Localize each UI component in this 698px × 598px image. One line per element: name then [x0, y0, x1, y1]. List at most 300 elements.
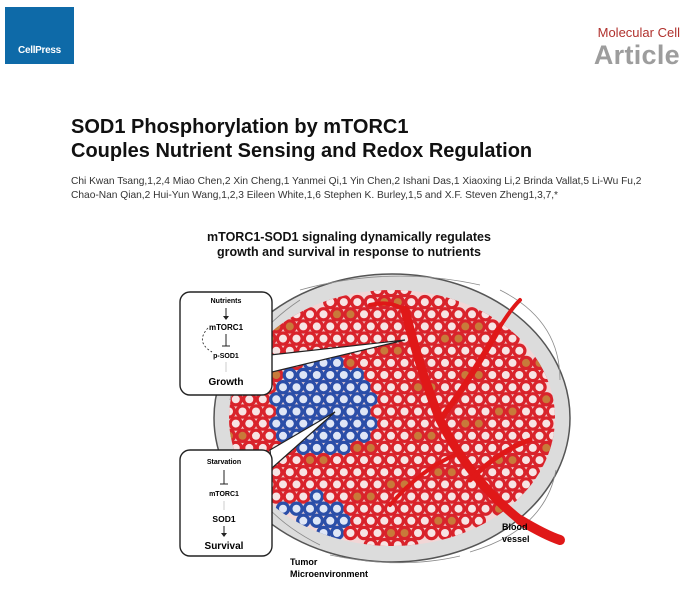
cell-nucleus — [536, 456, 544, 464]
cell-nucleus — [387, 432, 395, 440]
journal-name: Molecular Cell — [597, 25, 680, 40]
cell-nucleus — [320, 335, 328, 343]
cell-nucleus — [407, 395, 415, 403]
cell-nucleus — [509, 480, 517, 488]
cell-nucleus — [340, 517, 348, 525]
cell-nucleus — [414, 529, 422, 537]
cell-nucleus — [353, 517, 361, 525]
cell-nucleus — [468, 505, 476, 513]
cell-nucleus — [509, 432, 517, 440]
label-starvation: Starvation — [206, 459, 242, 466]
cell-nucleus — [448, 420, 456, 428]
cell-nucleus — [529, 420, 537, 428]
cell-nucleus — [374, 432, 382, 440]
cell-nucleus — [340, 395, 348, 403]
cell-nucleus — [347, 432, 355, 440]
cell-nucleus — [394, 420, 402, 428]
cell-nucleus — [360, 432, 368, 440]
article-type: Article — [593, 40, 680, 70]
cell-nucleus — [313, 322, 321, 330]
cell-nucleus — [353, 468, 361, 476]
cell-nucleus — [428, 432, 436, 440]
cell-nucleus — [542, 444, 550, 452]
cell-nucleus — [387, 408, 395, 416]
cell-nucleus — [306, 335, 314, 343]
cell-nucleus — [347, 529, 355, 537]
cell-nucleus — [522, 480, 530, 488]
cell-nucleus — [387, 383, 395, 391]
label-microenvironment: Microenvironment — [290, 569, 369, 579]
cell-nucleus — [360, 408, 368, 416]
cell-nucleus — [434, 468, 442, 476]
cell-nucleus — [502, 420, 510, 428]
cell-nucleus — [293, 335, 301, 343]
cell-nucleus — [374, 480, 382, 488]
cell-nucleus — [299, 517, 307, 525]
cell-nucleus — [374, 335, 382, 343]
cell-nucleus — [374, 529, 382, 537]
cell-nucleus — [326, 444, 334, 452]
cell-nucleus — [306, 310, 314, 318]
cell-nucleus — [401, 383, 409, 391]
cell-nucleus — [475, 420, 483, 428]
cell-nucleus — [542, 395, 550, 403]
cell-nucleus — [347, 359, 355, 367]
cell-nucleus — [394, 347, 402, 355]
cell-nucleus — [353, 322, 361, 330]
cell-nucleus — [347, 456, 355, 464]
cell-nucleus — [509, 359, 517, 367]
cell-nucleus — [353, 444, 361, 452]
cell-nucleus — [529, 371, 537, 379]
cell-nucleus — [360, 383, 368, 391]
cell-nucleus — [529, 468, 537, 476]
cell-nucleus — [394, 517, 402, 525]
cell-nucleus — [353, 371, 361, 379]
cell-nucleus — [434, 298, 442, 306]
cell-nucleus — [421, 298, 429, 306]
cell-nucleus — [495, 480, 503, 488]
cell-nucleus — [522, 359, 530, 367]
cell-nucleus — [434, 517, 442, 525]
cell-nucleus — [286, 420, 294, 428]
cell-nucleus — [272, 468, 280, 476]
cell-nucleus — [340, 322, 348, 330]
cell-nucleus — [353, 395, 361, 403]
cell-nucleus — [313, 493, 321, 501]
label-tumor: Tumor — [290, 557, 318, 567]
cell-nucleus — [488, 420, 496, 428]
cell-nucleus — [306, 383, 314, 391]
cell-nucleus — [495, 383, 503, 391]
cell-nucleus — [313, 517, 321, 525]
cell-nucleus — [326, 468, 334, 476]
cell-nucleus — [306, 505, 314, 513]
cell-nucleus — [320, 310, 328, 318]
author-line-1: Chi Kwan Tsang,1,2,4 Miao Chen,2 Xin Cheng,1 Yanmei Qi,1 Yin Chen,2 Ishani Das,1 Xiaoxing Li,2 Brinda Vallat,5 Li-Wu Fu,2 — [71, 176, 642, 187]
cell-nucleus — [515, 468, 523, 476]
cell-nucleus — [488, 371, 496, 379]
cell-nucleus — [468, 335, 476, 343]
cell-nucleus — [380, 371, 388, 379]
cell-nucleus — [529, 444, 537, 452]
cell-nucleus — [515, 420, 523, 428]
cell-nucleus — [455, 432, 463, 440]
cell-nucleus — [353, 493, 361, 501]
cell-nucleus — [299, 395, 307, 403]
cell-nucleus — [232, 420, 240, 428]
cell-nucleus — [421, 444, 429, 452]
cell-nucleus — [306, 408, 314, 416]
cell-nucleus — [495, 408, 503, 416]
title-line-2: Couples Nutrient Sensing and Redox Regulation — [71, 140, 533, 162]
cell-nucleus — [421, 517, 429, 525]
cell-nucleus — [279, 335, 287, 343]
cell-nucleus — [428, 480, 436, 488]
cell-nucleus — [279, 432, 287, 440]
cell-nucleus — [428, 335, 436, 343]
cell-nucleus — [421, 420, 429, 428]
cell-nucleus — [313, 444, 321, 452]
cell-nucleus — [293, 480, 301, 488]
cell-nucleus — [428, 505, 436, 513]
cell-nucleus — [313, 468, 321, 476]
cell-nucleus — [360, 335, 368, 343]
cell-nucleus — [340, 371, 348, 379]
cell-nucleus — [482, 432, 490, 440]
cell-nucleus — [380, 493, 388, 501]
cell-nucleus — [387, 359, 395, 367]
cell-nucleus — [360, 310, 368, 318]
cell-nucleus — [380, 395, 388, 403]
cell-nucleus — [394, 371, 402, 379]
cell-nucleus — [380, 468, 388, 476]
cell-nucleus — [299, 493, 307, 501]
cell-nucleus — [482, 383, 490, 391]
cell-nucleus — [468, 408, 476, 416]
cell-nucleus — [414, 432, 422, 440]
cell-nucleus — [421, 347, 429, 355]
cell-nucleus — [434, 371, 442, 379]
cell-nucleus — [286, 468, 294, 476]
cell-nucleus — [320, 432, 328, 440]
cell-nucleus — [286, 395, 294, 403]
cell-nucleus — [266, 432, 274, 440]
cell-nucleus — [455, 310, 463, 318]
cell-nucleus — [239, 408, 247, 416]
cell-nucleus — [401, 408, 409, 416]
cell-nucleus — [414, 310, 422, 318]
cell-nucleus — [259, 395, 267, 403]
cell-nucleus — [326, 517, 334, 525]
cell-nucleus — [333, 383, 341, 391]
cell-nucleus — [488, 444, 496, 452]
cell-nucleus — [428, 359, 436, 367]
cell-nucleus — [340, 468, 348, 476]
cell-nucleus — [367, 493, 375, 501]
cell-nucleus — [360, 480, 368, 488]
cell-nucleus — [333, 335, 341, 343]
cell-nucleus — [299, 371, 307, 379]
cell-nucleus — [239, 432, 247, 440]
cell-nucleus — [326, 493, 334, 501]
label-vessel: vessel — [502, 534, 530, 544]
cell-nucleus — [394, 395, 402, 403]
cell-nucleus — [468, 432, 476, 440]
cell-nucleus — [475, 517, 483, 525]
cell-nucleus — [509, 408, 517, 416]
cell-nucleus — [434, 347, 442, 355]
cell-nucleus — [455, 408, 463, 416]
cell-nucleus — [522, 408, 530, 416]
cell-nucleus — [245, 395, 253, 403]
cell-nucleus — [401, 359, 409, 367]
cell-nucleus — [360, 529, 368, 537]
cell-nucleus — [522, 383, 530, 391]
cell-nucleus — [441, 310, 449, 318]
cell-nucleus — [353, 420, 361, 428]
cell-nucleus — [428, 529, 436, 537]
cell-nucleus — [353, 298, 361, 306]
label-survival: Survival — [204, 541, 244, 552]
cell-nucleus — [461, 322, 469, 330]
label-nutrients: Nutrients — [210, 298, 242, 305]
cell-nucleus — [536, 383, 544, 391]
title-line-1: SOD1 Phosphorylation by mTORC1 — [71, 116, 409, 138]
cell-nucleus — [333, 529, 341, 537]
cell-nucleus — [360, 505, 368, 513]
cell-nucleus — [374, 359, 382, 367]
cell-nucleus — [313, 371, 321, 379]
cell-nucleus — [529, 395, 537, 403]
cell-nucleus — [502, 468, 510, 476]
cell-nucleus — [509, 335, 517, 343]
cell-nucleus — [245, 420, 253, 428]
cell-nucleus — [272, 395, 280, 403]
cell-nucleus — [374, 310, 382, 318]
cell-nucleus — [232, 395, 240, 403]
cell-nucleus — [286, 493, 294, 501]
cell-nucleus — [374, 456, 382, 464]
cell-nucleus — [340, 444, 348, 452]
cell-nucleus — [320, 383, 328, 391]
cell-nucleus — [468, 310, 476, 318]
cell-nucleus — [333, 359, 341, 367]
cell-nucleus — [509, 383, 517, 391]
cell-nucleus — [475, 322, 483, 330]
cell-nucleus — [468, 383, 476, 391]
cell-nucleus — [387, 310, 395, 318]
cell-nucleus — [259, 420, 267, 428]
label-mtorc1-top: mTORC1 — [208, 323, 244, 332]
cell-nucleus — [299, 468, 307, 476]
cell-nucleus — [455, 335, 463, 343]
cell-nucleus — [407, 468, 415, 476]
cell-nucleus — [455, 505, 463, 513]
cell-nucleus — [367, 395, 375, 403]
cell-nucleus — [299, 322, 307, 330]
cell-nucleus — [441, 335, 449, 343]
cell-nucleus — [380, 347, 388, 355]
cell-nucleus — [333, 456, 341, 464]
cell-nucleus — [320, 456, 328, 464]
cell-nucleus — [401, 432, 409, 440]
cell-nucleus — [522, 456, 530, 464]
cell-nucleus — [380, 322, 388, 330]
cell-nucleus — [414, 505, 422, 513]
cell-nucleus — [347, 310, 355, 318]
cell-nucleus — [434, 493, 442, 501]
cell-nucleus — [320, 480, 328, 488]
cell-nucleus — [360, 359, 368, 367]
cell-nucleus — [387, 456, 395, 464]
cell-nucleus — [441, 480, 449, 488]
cell-nucleus — [455, 480, 463, 488]
cell-nucleus — [515, 395, 523, 403]
cell-nucleus — [475, 395, 483, 403]
cell-nucleus — [380, 444, 388, 452]
cell-nucleus — [401, 505, 409, 513]
label-blood: Blood — [502, 522, 528, 532]
cell-nucleus — [414, 456, 422, 464]
label-growth: Growth — [208, 377, 244, 388]
cell-nucleus — [401, 529, 409, 537]
cell-nucleus — [340, 493, 348, 501]
cell-nucleus — [387, 480, 395, 488]
cell-nucleus — [495, 359, 503, 367]
cell-nucleus — [542, 420, 550, 428]
cell-nucleus — [347, 335, 355, 343]
cell-nucleus — [482, 408, 490, 416]
label-psod1: p-SOD1 — [213, 353, 239, 360]
cell-nucleus — [367, 468, 375, 476]
cell-nucleus — [536, 408, 544, 416]
author-line-2: Chao-Nan Qian,2 Hui-Yun Wang,1,2,3 Eileen White,1,6 Stephen K. Burley,1,5 and X.F. Steven Zheng1,3,7,* — [71, 190, 559, 201]
cell-nucleus — [333, 480, 341, 488]
cell-nucleus — [461, 347, 469, 355]
cell-nucleus — [333, 310, 341, 318]
cell-nucleus — [394, 468, 402, 476]
cell-nucleus — [293, 383, 301, 391]
ga-heading-line-1: mTORC1-SOD1 signaling dynamically regulates — [207, 230, 491, 244]
cell-nucleus — [367, 517, 375, 525]
cell-nucleus — [515, 347, 523, 355]
cell-nucleus — [434, 444, 442, 452]
cell-nucleus — [428, 456, 436, 464]
cell-nucleus — [495, 432, 503, 440]
cell-nucleus — [407, 493, 415, 501]
cell-nucleus — [407, 517, 415, 525]
cell-nucleus — [320, 408, 328, 416]
cell-nucleus — [293, 505, 301, 513]
cell-nucleus — [414, 383, 422, 391]
cell-nucleus — [502, 347, 510, 355]
cell-nucleus — [286, 322, 294, 330]
cell-nucleus — [455, 359, 463, 367]
cell-nucleus — [266, 408, 274, 416]
cell-nucleus — [448, 493, 456, 501]
cell-nucleus — [306, 480, 314, 488]
cell-nucleus — [461, 420, 469, 428]
cell-nucleus — [441, 529, 449, 537]
label-sod1: SOD1 — [212, 514, 236, 524]
cell-nucleus — [441, 359, 449, 367]
cell-nucleus — [320, 505, 328, 513]
cell-nucleus — [488, 468, 496, 476]
cell-nucleus — [394, 322, 402, 330]
cell-nucleus — [279, 383, 287, 391]
cell-nucleus — [461, 517, 469, 525]
cell-nucleus — [482, 505, 490, 513]
cell-nucleus — [333, 408, 341, 416]
cell-nucleus — [286, 371, 294, 379]
cell-nucleus — [326, 371, 334, 379]
ga-heading-line-2: growth and survival in response to nutrients — [217, 245, 481, 259]
cell-nucleus — [488, 395, 496, 403]
cell-nucleus — [387, 529, 395, 537]
cell-nucleus — [515, 371, 523, 379]
cell-nucleus — [374, 408, 382, 416]
cell-nucleus — [347, 505, 355, 513]
cell-nucleus — [293, 408, 301, 416]
cell-nucleus — [374, 505, 382, 513]
cell-nucleus — [347, 383, 355, 391]
cell-nucleus — [428, 310, 436, 318]
cell-nucleus — [252, 408, 260, 416]
label-mtorc1-bottom: mTORC1 — [209, 491, 239, 498]
cell-nucleus — [299, 444, 307, 452]
cell-nucleus — [448, 371, 456, 379]
cell-nucleus — [367, 322, 375, 330]
cell-nucleus — [367, 444, 375, 452]
cell-nucleus — [326, 322, 334, 330]
cell-nucleus — [502, 371, 510, 379]
cell-nucleus — [293, 456, 301, 464]
cell-nucleus — [536, 432, 544, 440]
cell-nucleus — [279, 408, 287, 416]
cell-nucleus — [407, 420, 415, 428]
cell-nucleus — [272, 493, 280, 501]
cell-nucleus — [475, 444, 483, 452]
cell-nucleus — [333, 505, 341, 513]
cell-nucleus — [394, 444, 402, 452]
cell-nucleus — [252, 432, 260, 440]
cell-nucleus — [421, 322, 429, 330]
cell-nucleus — [414, 408, 422, 416]
cell-nucleus — [347, 408, 355, 416]
cell-nucleus — [448, 322, 456, 330]
cell-nucleus — [340, 420, 348, 428]
cell-nucleus — [448, 517, 456, 525]
cell-nucleus — [360, 456, 368, 464]
cellpress-logo-text: CellPress — [18, 45, 61, 56]
cell-nucleus — [461, 493, 469, 501]
cell-nucleus — [340, 298, 348, 306]
cell-nucleus — [441, 505, 449, 513]
cell-nucleus — [374, 383, 382, 391]
cell-nucleus — [502, 395, 510, 403]
cell-nucleus — [272, 420, 280, 428]
cell-nucleus — [313, 395, 321, 403]
cell-nucleus — [326, 420, 334, 428]
cell-nucleus — [380, 517, 388, 525]
cell-nucleus — [434, 322, 442, 330]
cell-nucleus — [421, 493, 429, 501]
cell-nucleus — [475, 493, 483, 501]
cell-nucleus — [279, 480, 287, 488]
cell-nucleus — [367, 420, 375, 428]
cell-nucleus — [333, 432, 341, 440]
